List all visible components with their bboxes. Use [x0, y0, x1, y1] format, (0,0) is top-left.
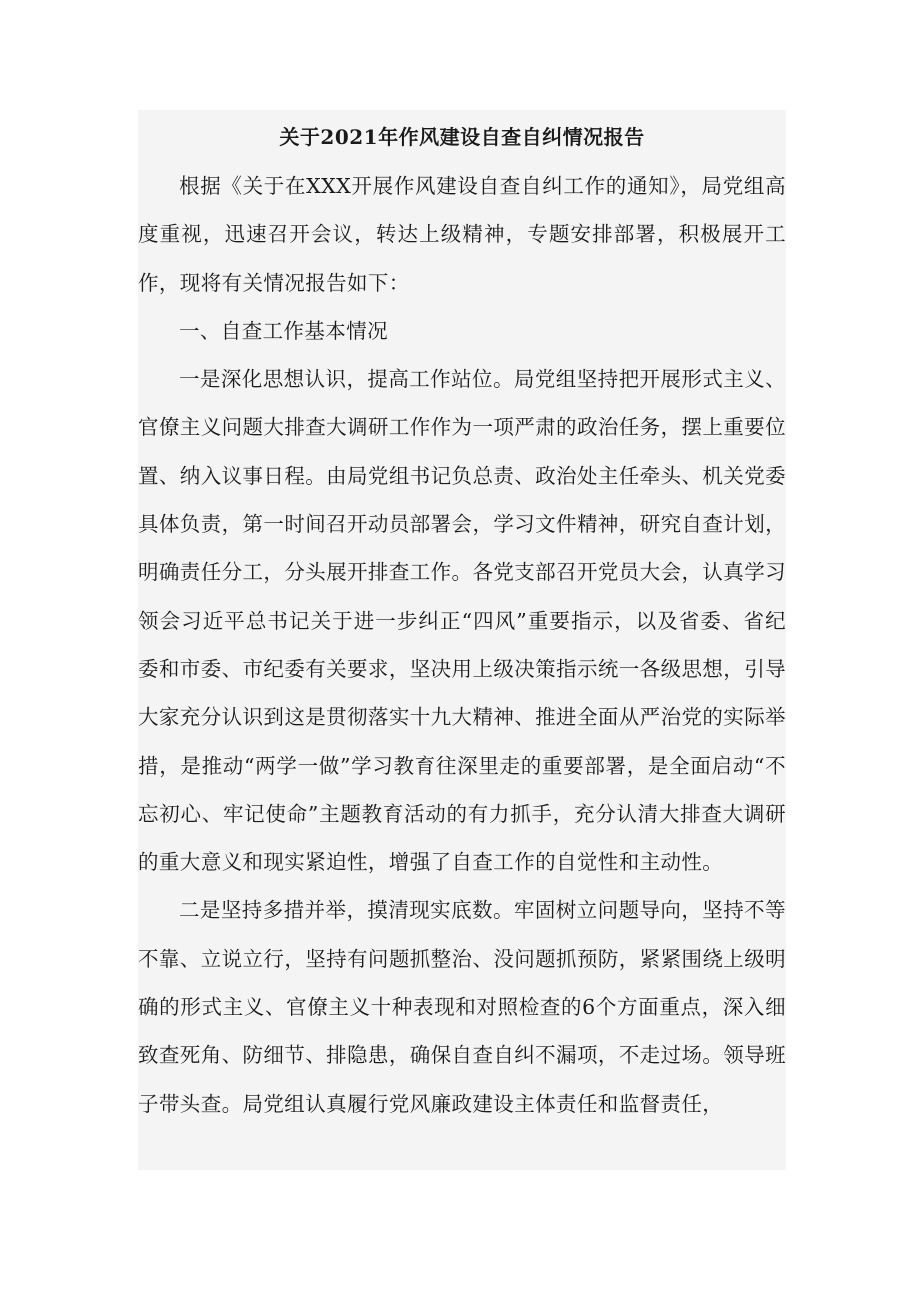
section-heading: 一、自查工作基本情况: [179, 318, 388, 343]
body-paragraph: 一是深化思想认识，提高工作站位。局党组坚持把开展形式主义、官僚主义问题大排查大调研工作作为一项严肃的政治任务，摆上重要位置、纳入议事日程。由局党组书记负总责、政治处主任牵头、机关党委具体负责，第一时间召开动员部署会，学习文件精神，研究自查计划，明确责任分工，分头展开排查工作。各党支部召开党员大会，认真学习领会习近平总书记关于进一步纠正“四风”重要指示，以及省委、省纪委和市委、市纪委有关要求，坚决用上级决策指示统一各级思想，引导大家充分认识到这是贯彻落实十九大精神、推进全面从严治党的实际举措，是推动“两学一做”学习教育往深里走的重要部署，是全面启动“不忘初心、牢记使命”主题教育活动的有力抓手，充分认清大排查大调研的重大意义和现实紧迫性，增强了自查工作的自觉性和主动性。: [138, 367, 786, 875]
document-body: [138, 110, 786, 1170]
intro-paragraph: 根据《关于在XXX开展作风建设自查自纠工作的通知》，局党组高度重视，迅速召开会议，转达上级精神，专题安排部署，积极展开工作，现将有关情况报告如下：: [138, 174, 786, 295]
body-paragraph: 二是坚持多措并举，摸清现实底数。牢固树立问题导向，坚持不等不靠、立说立行，坚持有问题抓整治、没问题抓预防，紧紧围绕上级明确的形式主义、官僚主义十种表现和对照检查的6个方面重点，深入细致查死角、防细节、排隐患，确保自查自纠不漏项，不走过场。领导班子带头查。局党组认真履行党风廉政建设主体责任和监督责任，: [138, 898, 786, 1116]
document-title: 关于2021年作风建设自查自纠情况报告: [279, 125, 645, 149]
